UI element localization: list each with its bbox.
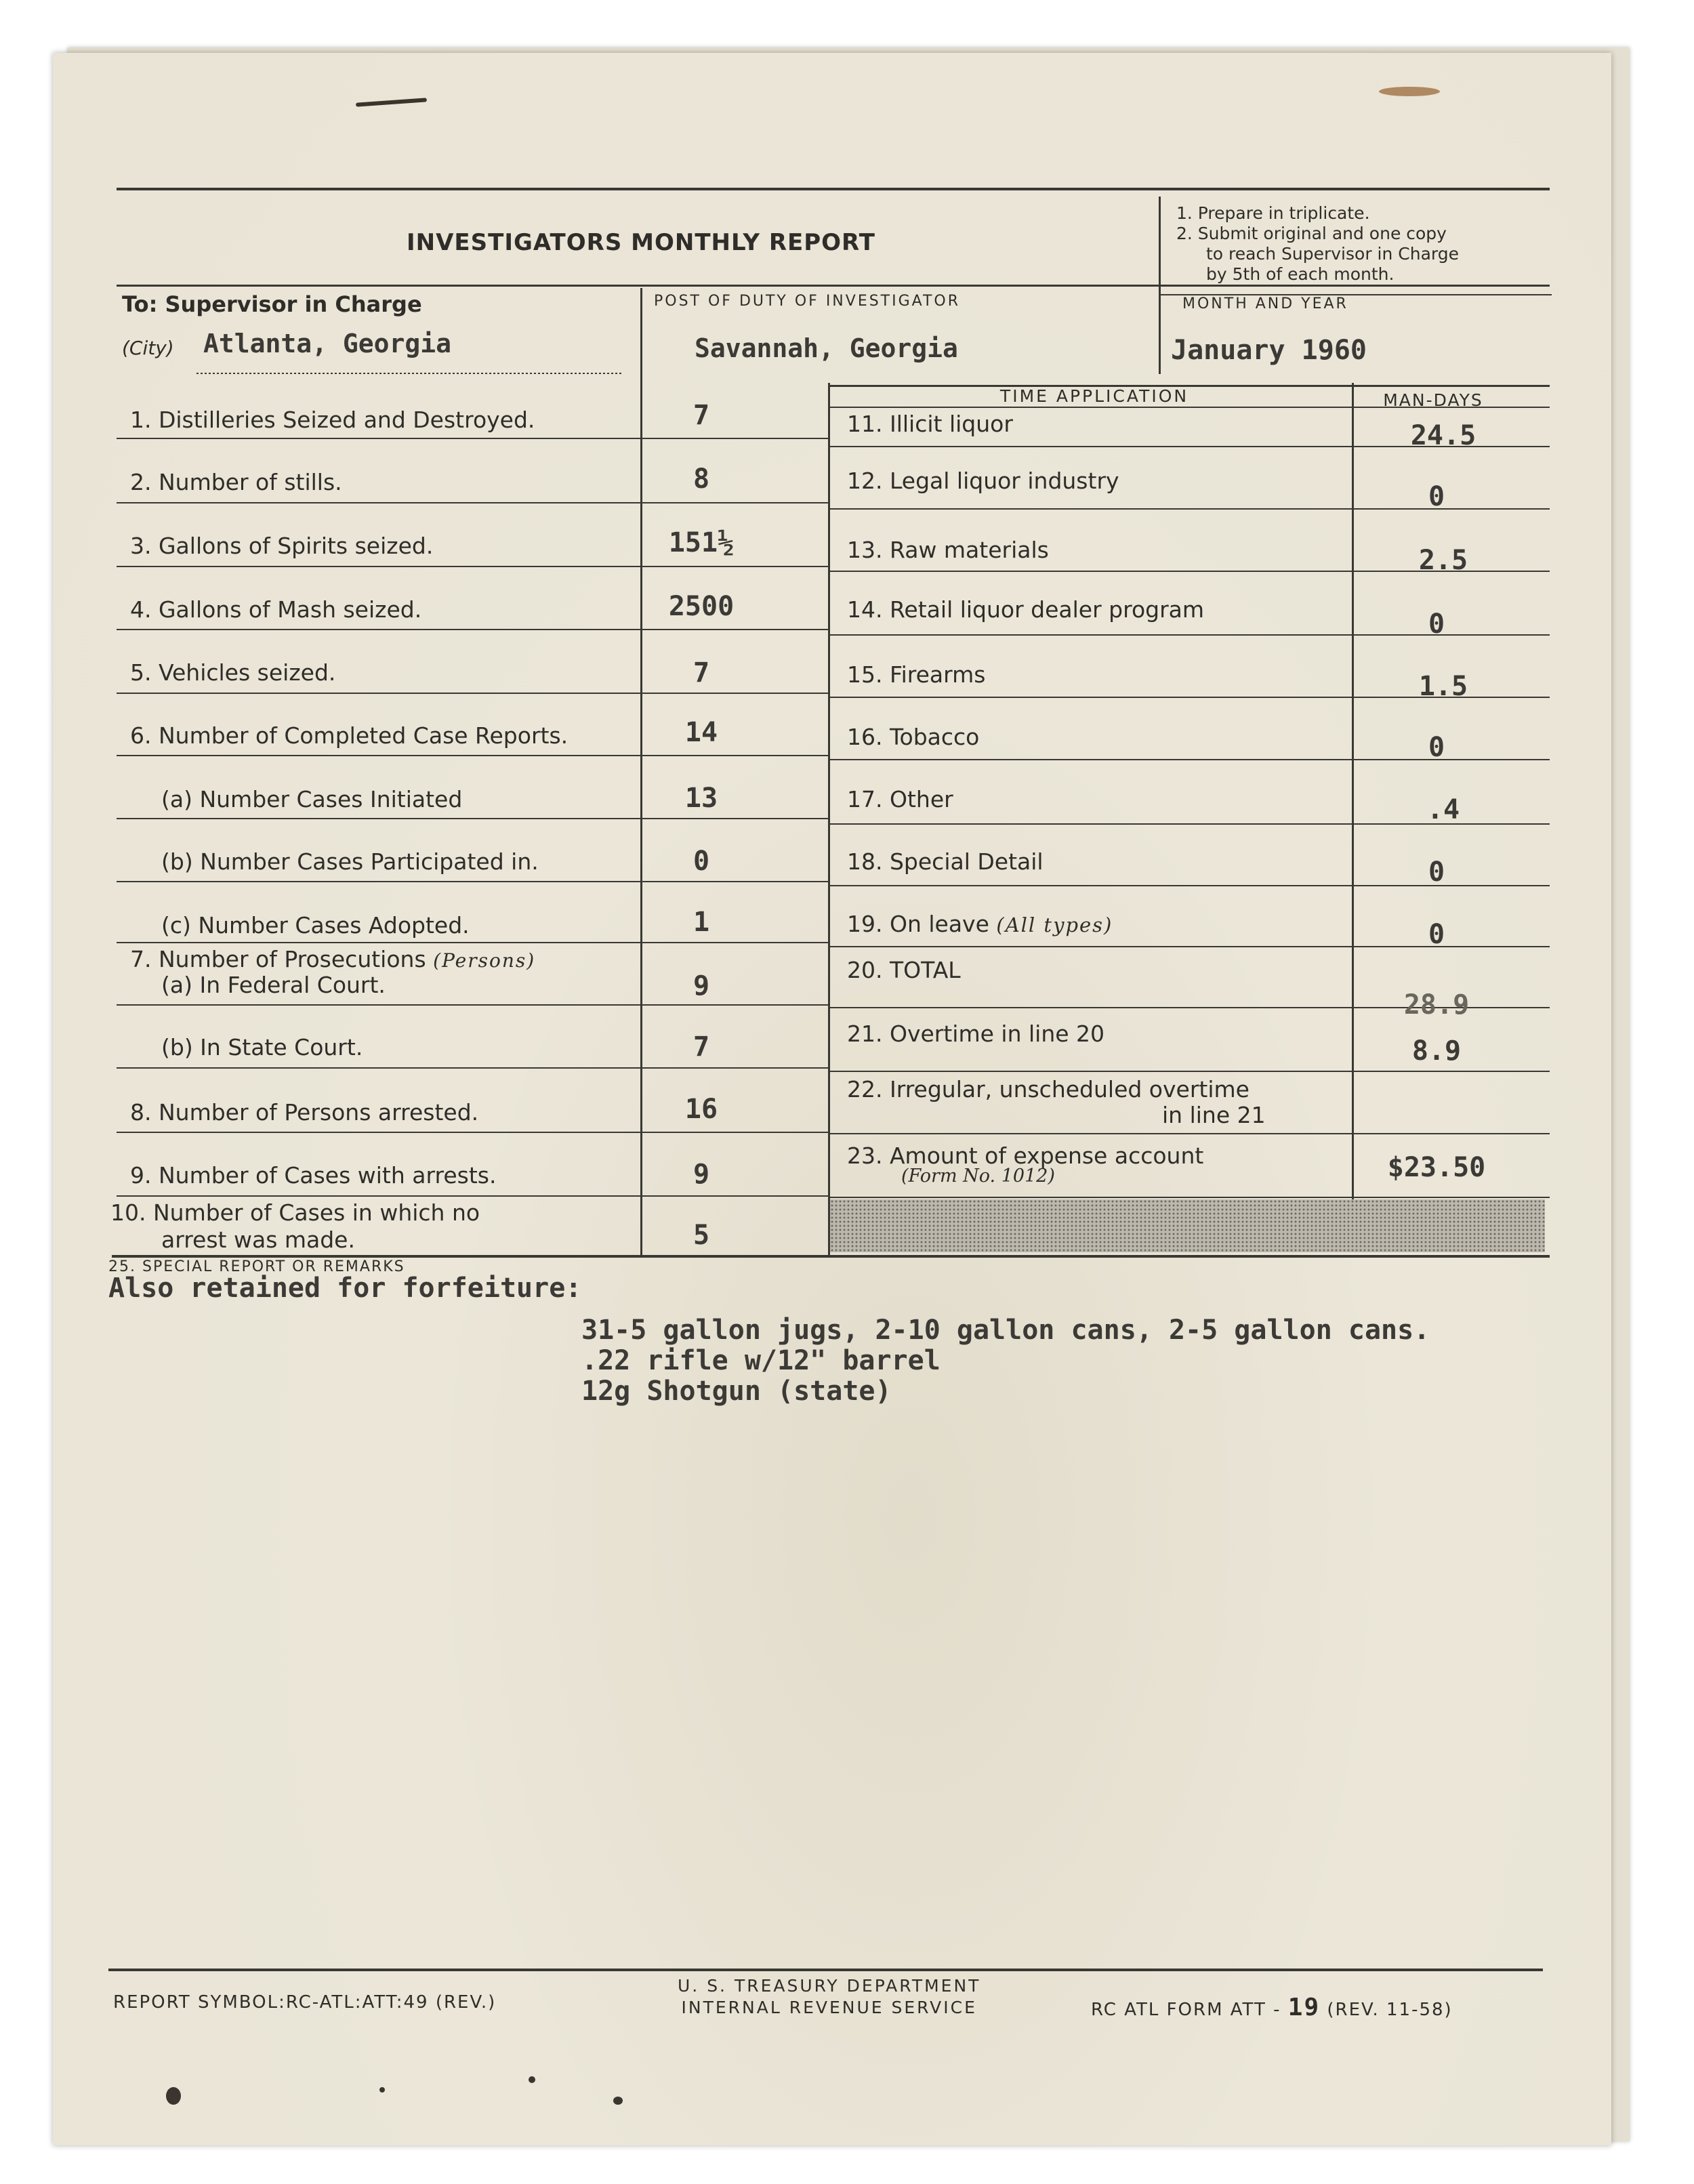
item-20-value: 28.9 xyxy=(1403,989,1470,1021)
form-number xyxy=(1091,1994,1453,2021)
row-rule xyxy=(830,1133,1550,1134)
row-rule xyxy=(830,1197,1550,1198)
item-6-label: 6. Number of Completed Case Reports. xyxy=(130,722,569,749)
item-6a-value: 13 xyxy=(684,783,718,814)
item-6b-value: 0 xyxy=(693,846,710,877)
item-9-value: 9 xyxy=(693,1159,710,1190)
header-divider-right xyxy=(1159,197,1161,374)
item-15-label xyxy=(847,661,985,688)
item-16-value: 0 xyxy=(1428,732,1445,763)
row-rule xyxy=(117,1132,828,1133)
item-21-value: 8.9 xyxy=(1411,1035,1462,1067)
item-5-label: 5. Vehicles seized. xyxy=(130,659,336,686)
city-label: (City) xyxy=(122,337,174,359)
item-12-value: 0 xyxy=(1428,481,1445,512)
item-8-value: 16 xyxy=(684,1094,718,1125)
ink-speck xyxy=(379,2087,385,2093)
item-3-value: 151½ xyxy=(668,527,735,558)
form-number-value: 19 xyxy=(1287,1994,1321,2021)
item-13-label xyxy=(847,537,1049,563)
item-11-text: Illicit liquor xyxy=(889,411,1013,437)
to-label: To: Supervisor in Charge xyxy=(122,291,422,317)
item-20-text: TOTAL xyxy=(889,957,961,983)
item-6c-label: (c) Number Cases Adopted. xyxy=(161,912,470,939)
item-23-label-2: (Form No. 1012) xyxy=(901,1166,1055,1187)
item-23-value: $23.50 xyxy=(1387,1152,1486,1183)
item-12-num: 12. xyxy=(847,468,883,494)
item-21-text: Overtime in line 20 xyxy=(889,1021,1105,1047)
instruction-line: 1. Prepare in triplicate. xyxy=(1176,203,1370,223)
item-17-label xyxy=(847,786,953,812)
row-rule xyxy=(117,566,828,567)
item-12-text: Legal liquor industry xyxy=(889,468,1119,494)
item-16-label xyxy=(847,724,979,750)
item-7-label-text: 7. Number of Prosecutions xyxy=(130,946,426,972)
form-number-suffix: (REV. 11-58) xyxy=(1327,2000,1453,2020)
header-divider-mid xyxy=(640,288,642,383)
row-rule xyxy=(117,502,828,503)
remarks-line: .22 rifle w/12" barrel xyxy=(581,1345,941,1376)
top-rule xyxy=(117,188,1550,190)
item-11-num: 11. xyxy=(847,411,883,437)
item-6a-label: (a) Number Cases Initiated xyxy=(161,786,463,812)
item-19-italic: (All types) xyxy=(996,913,1113,936)
item-2-value: 8 xyxy=(693,463,710,495)
city-value: Atlanta, Georgia xyxy=(203,329,452,358)
item-19-label xyxy=(847,911,1113,937)
month-label: MONTH AND YEAR xyxy=(1182,295,1348,312)
item-17-text: Other xyxy=(889,786,953,812)
table-bottom-rule xyxy=(112,1255,1550,1258)
item-16-num: 16. xyxy=(847,724,883,750)
row-rule xyxy=(117,629,828,630)
item-13-value: 2.5 xyxy=(1418,545,1468,576)
row-rule xyxy=(117,693,828,694)
row-rule xyxy=(117,1004,828,1006)
man-days-divider xyxy=(1352,383,1354,1199)
post-value: Savannah, Georgia xyxy=(695,333,958,363)
item-5-value: 7 xyxy=(693,657,710,688)
item-7b-label: (b) In State Court. xyxy=(161,1034,363,1060)
item-19-text: On leave xyxy=(889,911,989,937)
item-12-label xyxy=(847,468,1119,494)
item-6c-value: 1 xyxy=(693,907,710,938)
item-23-num: 23. xyxy=(847,1142,883,1169)
item-7-label xyxy=(130,946,535,972)
service-line: INTERNAL REVENUE SERVICE xyxy=(681,1998,977,2017)
item-4-label: 4. Gallons of Mash seized. xyxy=(130,596,422,623)
item-20-label xyxy=(847,957,961,983)
instructions xyxy=(1176,203,1556,285)
row-rule xyxy=(117,818,828,819)
item-21-label xyxy=(847,1021,1104,1047)
row-rule xyxy=(117,942,828,943)
form-number-prefix: RC ATL FORM ATT - xyxy=(1091,2000,1281,2020)
item-20-num: 20. xyxy=(847,957,883,983)
item-22-label-2: in line 21 xyxy=(1162,1102,1266,1128)
remarks-label: 25. SPECIAL REPORT OR REMARKS xyxy=(108,1258,405,1275)
item-14-text: Retail liquor dealer program xyxy=(889,596,1205,623)
item-2-label: 2. Number of stills. xyxy=(130,469,342,495)
time-application-header: TIME APPLICATION xyxy=(999,386,1189,406)
row-rule xyxy=(117,1067,828,1069)
item-17-num: 17. xyxy=(847,786,883,812)
item-21-num: 21. xyxy=(847,1021,883,1047)
item-15-text: Firearms xyxy=(889,661,986,688)
item-1-label: 1. Distilleries Seized and Destroyed. xyxy=(130,407,535,433)
remarks-heading: Also retained for forfeiture: xyxy=(108,1273,582,1304)
row-rule xyxy=(830,1071,1550,1072)
ink-speck xyxy=(529,2076,535,2083)
rust-stain xyxy=(1379,87,1440,96)
item-22-num: 22. xyxy=(847,1076,883,1103)
center-divider xyxy=(828,383,830,1257)
item-7a-label: (a) In Federal Court. xyxy=(161,972,386,998)
item-10-label-2: arrest was made. xyxy=(161,1227,355,1253)
department-block xyxy=(678,1975,980,2019)
shaded-block xyxy=(830,1199,1545,1252)
item-1-value: 7 xyxy=(693,400,710,431)
post-label: POST OF DUTY OF INVESTIGATOR xyxy=(654,293,961,310)
row-rule xyxy=(117,1195,828,1197)
item-14-num: 14. xyxy=(847,596,883,623)
header-rule xyxy=(117,285,1550,287)
item-18-value: 0 xyxy=(1428,857,1445,888)
department-line: U. S. TREASURY DEPARTMENT xyxy=(678,1976,981,1996)
month-value: January 1960 xyxy=(1171,335,1367,366)
item-9-label: 9. Number of Cases with arrests. xyxy=(130,1162,497,1189)
remarks-line: 12g Shotgun (state) xyxy=(581,1376,892,1407)
ink-speck xyxy=(166,2087,181,2105)
ink-speck xyxy=(613,2097,623,2105)
item-23-text: Amount of expense account xyxy=(889,1142,1204,1169)
item-18-label xyxy=(847,848,1044,875)
item-10-value: 5 xyxy=(693,1220,710,1251)
row-rule xyxy=(117,881,828,882)
instruction-line: to reach Supervisor in Charge xyxy=(1206,244,1459,264)
item-14-label xyxy=(847,596,1204,623)
item-22-label xyxy=(847,1076,1249,1103)
instruction-line: by 5th of each month. xyxy=(1206,264,1395,284)
item-18-num: 18. xyxy=(847,848,883,875)
item-13-text: Raw materials xyxy=(889,537,1049,563)
item-10-label: 10. Number of Cases in which no xyxy=(110,1199,480,1226)
form-title: INVESTIGATORS MONTHLY REPORT xyxy=(407,229,875,256)
item-4-value: 2500 xyxy=(668,591,735,622)
item-11-label xyxy=(847,411,1013,437)
item-13-num: 13. xyxy=(847,537,883,563)
instruction-line: 2. Submit original and one copy xyxy=(1176,224,1447,243)
item-14-value: 0 xyxy=(1428,609,1445,640)
left-value-divider xyxy=(640,383,642,1257)
footer-rule xyxy=(108,1969,1543,1971)
item-18-text: Special Detail xyxy=(889,848,1044,875)
item-15-num: 15. xyxy=(847,661,883,688)
item-6b-label: (b) Number Cases Participated in. xyxy=(161,848,539,875)
item-17-value: .4 xyxy=(1426,794,1460,825)
item-16-text: Tobacco xyxy=(889,724,980,750)
item-22-text: Irregular, unscheduled overtime xyxy=(889,1076,1249,1103)
item-6-value: 14 xyxy=(684,717,718,748)
item-19-num: 19. xyxy=(847,911,883,937)
remarks-line: 31-5 gallon jugs, 2-10 gallon cans, 2-5 gallon cans. xyxy=(581,1315,1430,1346)
report-symbol: REPORT SYMBOL:RC-ATL:ATT:49 (REV.) xyxy=(113,1992,497,2013)
item-11-value: 24.5 xyxy=(1410,420,1476,451)
city-dotted-line xyxy=(197,373,623,374)
item-7a-value: 9 xyxy=(693,970,710,1002)
item-3-label: 3. Gallons of Spirits seized. xyxy=(130,533,434,559)
item-15-value: 1.5 xyxy=(1418,671,1468,702)
man-days-header: MAN-DAYS xyxy=(1383,390,1483,410)
item-8-label: 8. Number of Persons arrested. xyxy=(130,1099,479,1126)
item-7-label-italic: (Persons) xyxy=(433,949,536,972)
row-rule xyxy=(117,438,828,439)
item-19-value: 0 xyxy=(1428,919,1445,950)
row-rule xyxy=(117,755,828,756)
item-7b-value: 7 xyxy=(693,1031,710,1063)
